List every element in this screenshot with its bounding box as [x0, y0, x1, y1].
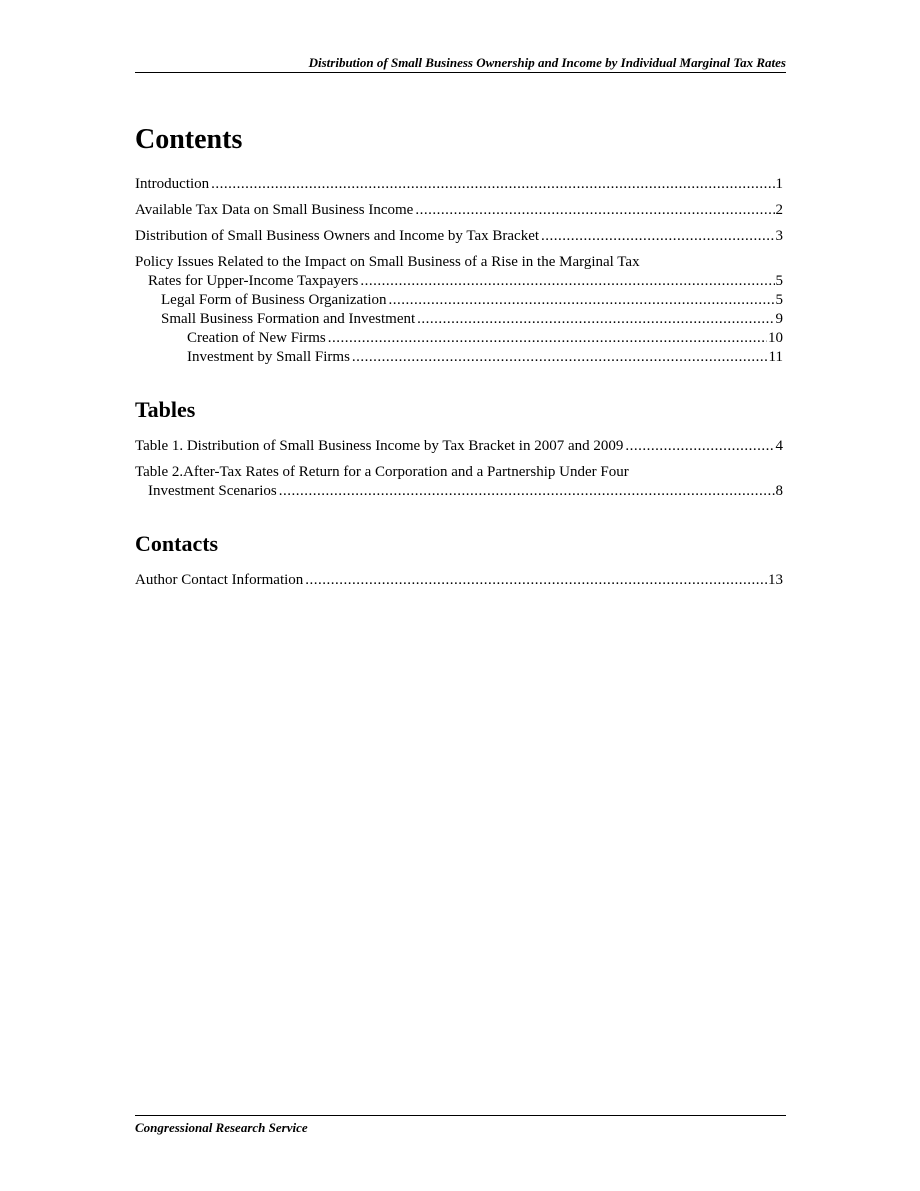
- toc-leader-dots: [541, 227, 774, 246]
- toc-entry-text-line1: Policy Issues Related to the Impact on Small Business of a Rise in the Marginal Tax: [135, 254, 640, 270]
- toc-page-number: 2: [775, 202, 783, 218]
- toc-leader-dots: [415, 201, 774, 220]
- toc-page-number: 10: [768, 330, 783, 346]
- toc-entry-policy-issues[interactable]: [135, 253, 783, 291]
- toc-entry-text: Available Tax Data on Small Business Income: [135, 202, 414, 218]
- toc-leader-dots: [279, 482, 775, 501]
- toc-leader-dots: [625, 437, 774, 456]
- section-spacer: [135, 501, 783, 529]
- contents-heading: Contents: [135, 124, 243, 155]
- toc-entry-text: Legal Form of Business Organization: [161, 292, 387, 308]
- toc-entry-text: Investment by Small Firms: [187, 349, 350, 365]
- toc-entry-new-firms[interactable]: [135, 329, 783, 348]
- footer-rule: [135, 1115, 786, 1116]
- toc-page-number: 8: [775, 483, 783, 499]
- toc-leader-dots: [360, 272, 774, 291]
- toc-page-number: 4: [775, 438, 783, 454]
- tables-heading: Tables: [135, 397, 196, 422]
- toc-entry-text-line2: Rates for Upper-Income Taxpayers: [148, 273, 359, 289]
- toc-page-number: 11: [768, 349, 783, 365]
- toc-leader-dots: [328, 329, 767, 348]
- toc-entry-text: Author Contact Information: [135, 572, 304, 588]
- toc-entry-available-tax-data[interactable]: [135, 201, 783, 220]
- toc-entry-text: Small Business Formation and Investment: [161, 311, 416, 327]
- table-of-contents: [135, 120, 783, 597]
- toc-entry-legal-form[interactable]: [135, 291, 783, 310]
- contacts-list: [135, 571, 783, 590]
- toc-entry-author-contact[interactable]: [135, 571, 783, 590]
- contacts-heading: Contacts: [135, 531, 219, 556]
- toc-page-number: 5: [775, 273, 783, 289]
- toc-entry-text-line1: Table 2.After-Tax Rates of Return for a Corporation and a Partnership Under Four: [135, 464, 629, 480]
- running-header: Distribution of Small Business Ownership and Income by Individual Marginal Tax Rates: [308, 55, 786, 70]
- toc-entry-table-1[interactable]: [135, 437, 783, 456]
- running-footer: Congressional Research Service: [135, 1120, 308, 1135]
- toc-page-number: 13: [768, 572, 783, 588]
- header-rule: [135, 72, 786, 73]
- toc-leader-dots: [305, 571, 767, 590]
- toc-entry-text: Table 1. Distribution of Small Business Income by Tax Bracket in 2007 and 2009: [135, 438, 624, 454]
- toc-leader-dots: [417, 310, 774, 329]
- toc-leader-dots: [352, 348, 768, 367]
- toc-entry-investment-small-firms[interactable]: [135, 348, 783, 367]
- section-spacer: [135, 367, 783, 395]
- toc-page-number: 5: [775, 292, 783, 308]
- toc-entry-distribution-by-bracket[interactable]: [135, 227, 783, 246]
- toc-entry-text: Introduction: [135, 176, 210, 192]
- toc-leader-dots: [211, 175, 774, 194]
- toc-entry-business-formation[interactable]: [135, 310, 783, 329]
- toc-entry-text: Distribution of Small Business Owners and Income by Tax Bracket: [135, 228, 540, 244]
- toc-leader-dots: [389, 291, 775, 310]
- tables-list: [135, 437, 783, 501]
- toc-entry-table-2[interactable]: [135, 463, 783, 501]
- toc-page-number: 9: [775, 311, 783, 327]
- toc-entry-text: Creation of New Firms: [187, 330, 326, 346]
- toc-page-number: 1: [775, 176, 783, 192]
- contents-list: [135, 175, 783, 367]
- toc-entry-introduction[interactable]: [135, 175, 783, 194]
- toc-entry-text-line2: Investment Scenarios: [148, 483, 277, 499]
- toc-page-number: 3: [775, 228, 783, 244]
